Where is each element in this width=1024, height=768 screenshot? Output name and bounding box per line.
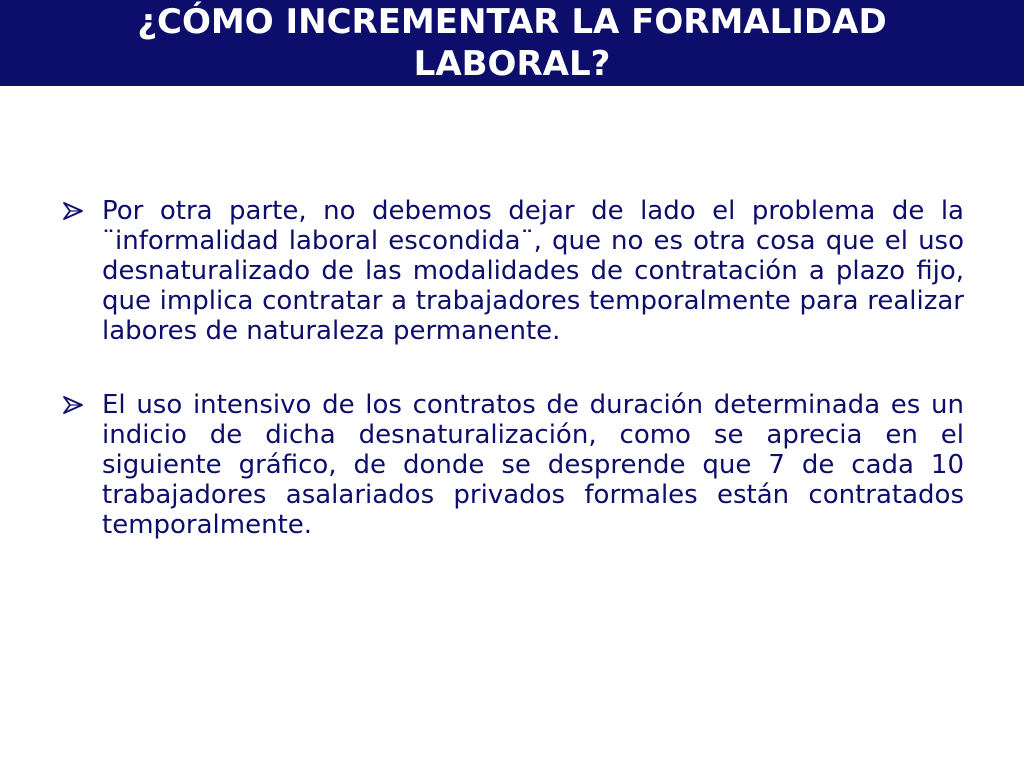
arrow-bullet-icon bbox=[62, 390, 102, 420]
bullet-list bbox=[62, 196, 964, 584]
bullet-item bbox=[62, 196, 964, 346]
bullet-item bbox=[62, 390, 964, 540]
bullet-text: El uso intensivo de los contratos de duración determinada es un indicio de dicha desnaturalización, como se aprecia en el siguiente gráfico, de donde se desprende que 7 de cada 10 trabajadores asalariados privados formales están contratados temporalmente. bbox=[102, 390, 964, 540]
bullet-text: Por otra parte, no debemos dejar de lado el problema de la ¨informalidad laboral escondida¨, que no es otra cosa que el uso desnaturalizado de las modalidades de contratación a plazo fijo, que implica contratar a trabajadores temporalmente para realizar labores de naturaleza permanente. bbox=[102, 196, 964, 346]
slide-title: ¿CÓMO INCREMENTAR LA FORMALIDAD LABORAL? bbox=[137, 2, 887, 84]
arrow-bullet-icon bbox=[62, 196, 102, 226]
title-bar bbox=[0, 0, 1024, 86]
